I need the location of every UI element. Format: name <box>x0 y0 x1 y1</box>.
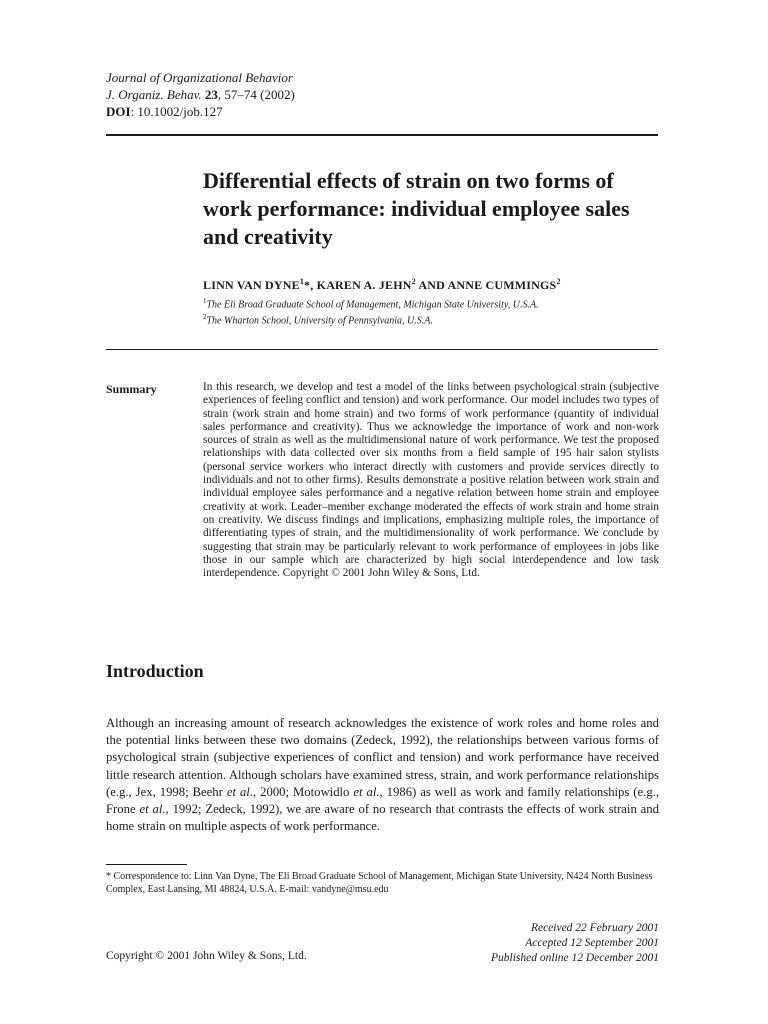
doi-line <box>106 103 295 120</box>
citation-pages-year: , 57–74 (2002) <box>217 87 295 102</box>
affiliation-text: The Eli Broad Graduate School of Management, Michigan State University, U.S.A. <box>206 299 539 311</box>
journal-citation <box>106 86 295 103</box>
corresponding-author-mark: * <box>304 278 311 292</box>
footer-copyright: Copyright © 2001 John Wiley & Sons, Ltd. <box>106 950 307 962</box>
received-date: Received 22 February 2001 <box>530 922 659 934</box>
affiliation-mark: 2 <box>203 313 207 322</box>
intro-et-al: et al. <box>226 784 254 799</box>
intro-text-run: Although an increasing amount of research acknowledges the existence of work roles and home roles and the potential links between these two domains (Zedeck, 1992), the relationships between various forms of psychological strain (subjective experiences of conflict and tension) and work performance have received little research attention. Although scholars have examined stress, strain, and work performance relationships (e.g., Jex, 1998; Beehr <box>106 716 659 799</box>
author-affiliation-mark: 1 <box>299 277 305 286</box>
summary-label: Summary <box>106 382 157 396</box>
introduction-paragraph <box>106 715 659 835</box>
summary-text: In this research, we develop and test a model of the links between psychological strain (subjective experiences of feeling conflict and tension) and work performance. Our model includes two types of strain (work strain and home strain) and two forms of work performance (quantity of individual sales performance and creativity). Thus we acknowledge the importance of work and non-work sources of strain as well as the multidimensional nature of work performance. We test the proposed relationships with data collected over six months from a field sample of 195 hair salon stylists (personal service workers who interact directly with customers and provide services directly to individuals and not to other firms). Results demonstrate a positive relation between work strain and individual employee sales performance and a negative relation between home strain and employee creativity at work. Leader–member exchange moderated the effects of work strain and home strain on creativity. We discuss findings and implications, emphasizing multiple roles, the importance of differentiating types of strain, and the multidimensionality of work performance. We conclude by suggesting that strain may be particularly relevant to work performance of employees in jobs like those in our sample which are characterized by high social interdependence and low task interdependence. Copyright © 2001 John Wiley & Sons, Ltd. <box>203 381 659 580</box>
author-name: ANNE CUMMINGS <box>447 278 557 292</box>
header-rule <box>106 134 658 136</box>
citation-volume: 23 <box>204 87 218 102</box>
journal-name: Journal of Organizational Behavior <box>106 70 293 85</box>
author-name: KAREN A. JEHN <box>316 278 412 292</box>
paper-title: Differential effects of strain on two forms of work performance: individual employee sales and creativity <box>203 168 630 249</box>
author-line <box>203 277 663 293</box>
section-rule <box>106 349 658 350</box>
intro-text-run: , 2000; Motowidlo <box>253 784 354 799</box>
doi-value[interactable]: : 10.1002/job.127 <box>130 104 223 119</box>
intro-text-run: , 1992; Zedeck, 1992), we are aware of no research that contrasts the effects of work strain and home strain on multiple aspects of work performance. <box>106 802 659 834</box>
accepted-date: Accepted 12 September 2001 <box>525 937 659 949</box>
affiliation-mark: 1 <box>203 297 207 305</box>
affiliations <box>203 295 539 328</box>
author-separator: , <box>310 278 317 292</box>
citation-journal: J. Organiz. Behav. <box>106 87 202 102</box>
correspondence-footnote: * Correspondence to: Linn Van Dyne, The Eli Broad Graduate School of Management, Michigan State University, N424 North Business Complex, East Lansing, MI 48824, U.S.A. E-mail: vandyne@msu.edu <box>106 871 653 895</box>
published-date: Published online 12 December 2001 <box>491 952 659 964</box>
affiliation-line <box>203 295 539 311</box>
affiliation-text: The Wharton School, University of Pennsylvania, U.S.A. <box>206 315 433 327</box>
author-affiliation-mark: 2 <box>556 277 561 286</box>
intro-et-al: et al. <box>353 784 380 799</box>
introduction-heading: Introduction <box>106 661 204 681</box>
affiliation-line <box>203 311 539 327</box>
intro-text-run: , 1986) as well as work and family relationships (e.g., Frone <box>106 784 660 817</box>
footnote-rule <box>106 864 187 865</box>
journal-header <box>106 69 295 120</box>
author-affiliation-mark: 2 <box>411 277 416 286</box>
author-name: LINN VAN DYNE <box>203 278 300 292</box>
author-separator: AND <box>415 278 448 292</box>
publication-dates <box>491 921 659 966</box>
doi-label: DOI <box>106 104 131 119</box>
intro-et-al: et al. <box>139 802 166 817</box>
